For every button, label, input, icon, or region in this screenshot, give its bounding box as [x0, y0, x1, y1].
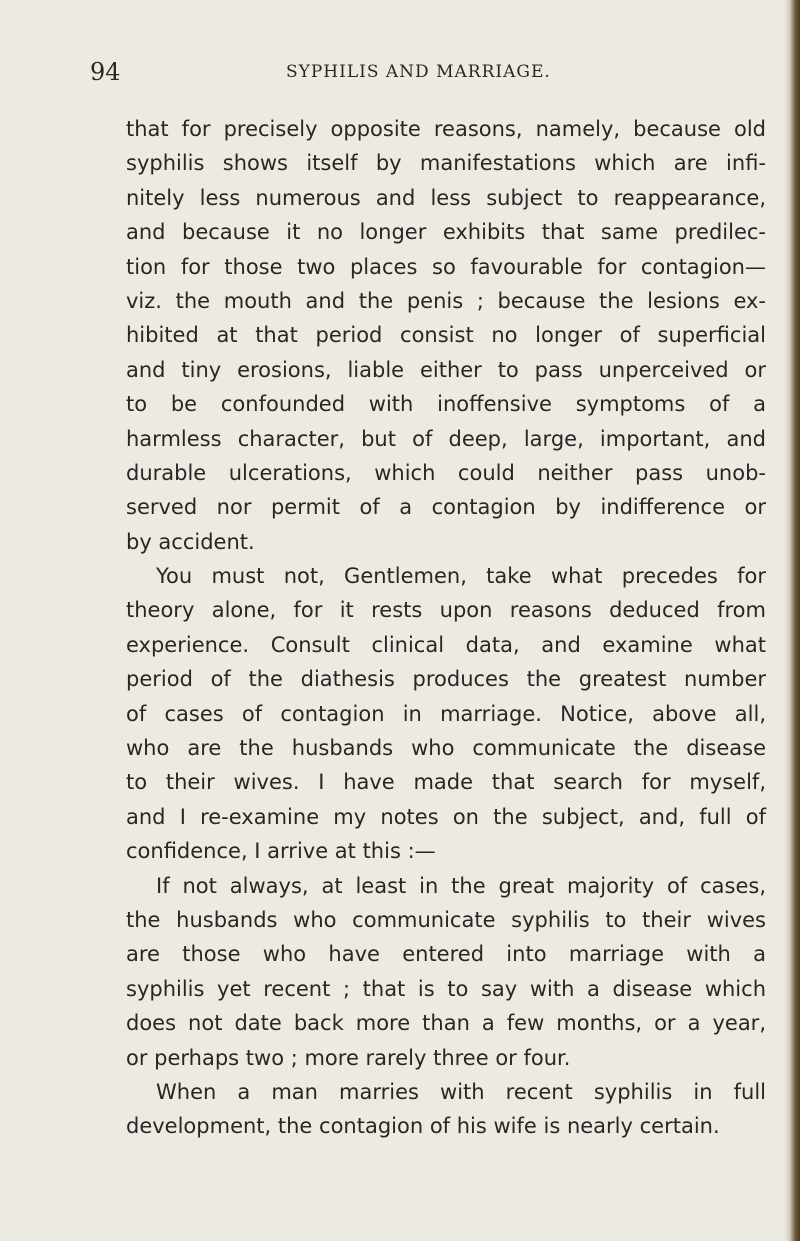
text-line: period of the diathesis produces the greatest number — [126, 667, 766, 692]
text-line: of cases of contagion in marriage. Notice, above all, — [126, 701, 766, 726]
text-line: to their wives. I have made that search for myself, — [126, 770, 766, 795]
text-line: syphilis shows itself by manifestations which are infi- — [126, 151, 766, 176]
text-line: development, the contagion of his wife is nearly certain. — [126, 1114, 720, 1139]
paragraph-start-line: You must not, Gentlemen, take what precedes for — [156, 564, 766, 589]
text-line: and because it no longer exhibits that same predilec- — [126, 220, 766, 245]
text-line: the husbands who communicate syphilis to their wives — [126, 907, 766, 932]
text-line: to be confounded with inoffensive symptoms of a — [126, 392, 766, 417]
text-line: are those who have entered into marriage with a — [126, 942, 766, 967]
body-text — [126, 112, 766, 1144]
text-line: and I re-examine my notes on the subject, and, full of — [126, 804, 766, 829]
text-line: theory alone, for it rests upon reasons deduced from — [126, 598, 766, 623]
text-line: hibited at that period consist no longer of superficial — [126, 323, 766, 348]
paragraph-end-line: by accident. — [126, 529, 255, 554]
text-line: viz. the mouth and the penis ; because the lesions ex- — [126, 288, 766, 313]
paragraph-end-line: confidence, I arrive at this :— — [126, 839, 436, 864]
text-line: who are the husbands who communicate the disease — [126, 736, 766, 761]
paragraph-start-line: If not always, at least in the great majority of cases, — [156, 873, 766, 898]
page-header — [90, 58, 750, 98]
text-line: experience. Consult clinical data, and examine what — [126, 632, 766, 657]
text-line: syphilis yet recent ; that is to say with a disease which — [126, 976, 766, 1001]
text-line: durable ulcerations, which could neither pass unob- — [126, 460, 766, 485]
text-line: does not date back more than a few months, or a year, — [126, 1011, 766, 1036]
text-line: that for precisely opposite reasons, namely, because old — [126, 117, 766, 141]
running-head: SYPHILIS AND MARRIAGE. — [286, 62, 551, 82]
text-line: harmless character, but of deep, large, important, and — [126, 426, 766, 451]
text-line: and tiny erosions, liable either to pass unperceived or — [126, 357, 766, 382]
text-line: tion for those two places so favourable for contagion— — [126, 254, 766, 279]
page-edge-shadow — [784, 0, 800, 1241]
text-line: nitely less numerous and less subject to reappearance, — [126, 185, 766, 210]
paragraph-start-line: When a man marries with recent syphilis in full — [156, 1079, 766, 1104]
page-number: 94 — [90, 58, 121, 86]
paragraph-end-line: or perhaps two ; more rarely three or four. — [126, 1045, 571, 1070]
text-line: served nor permit of a contagion by indifference or — [126, 495, 766, 520]
